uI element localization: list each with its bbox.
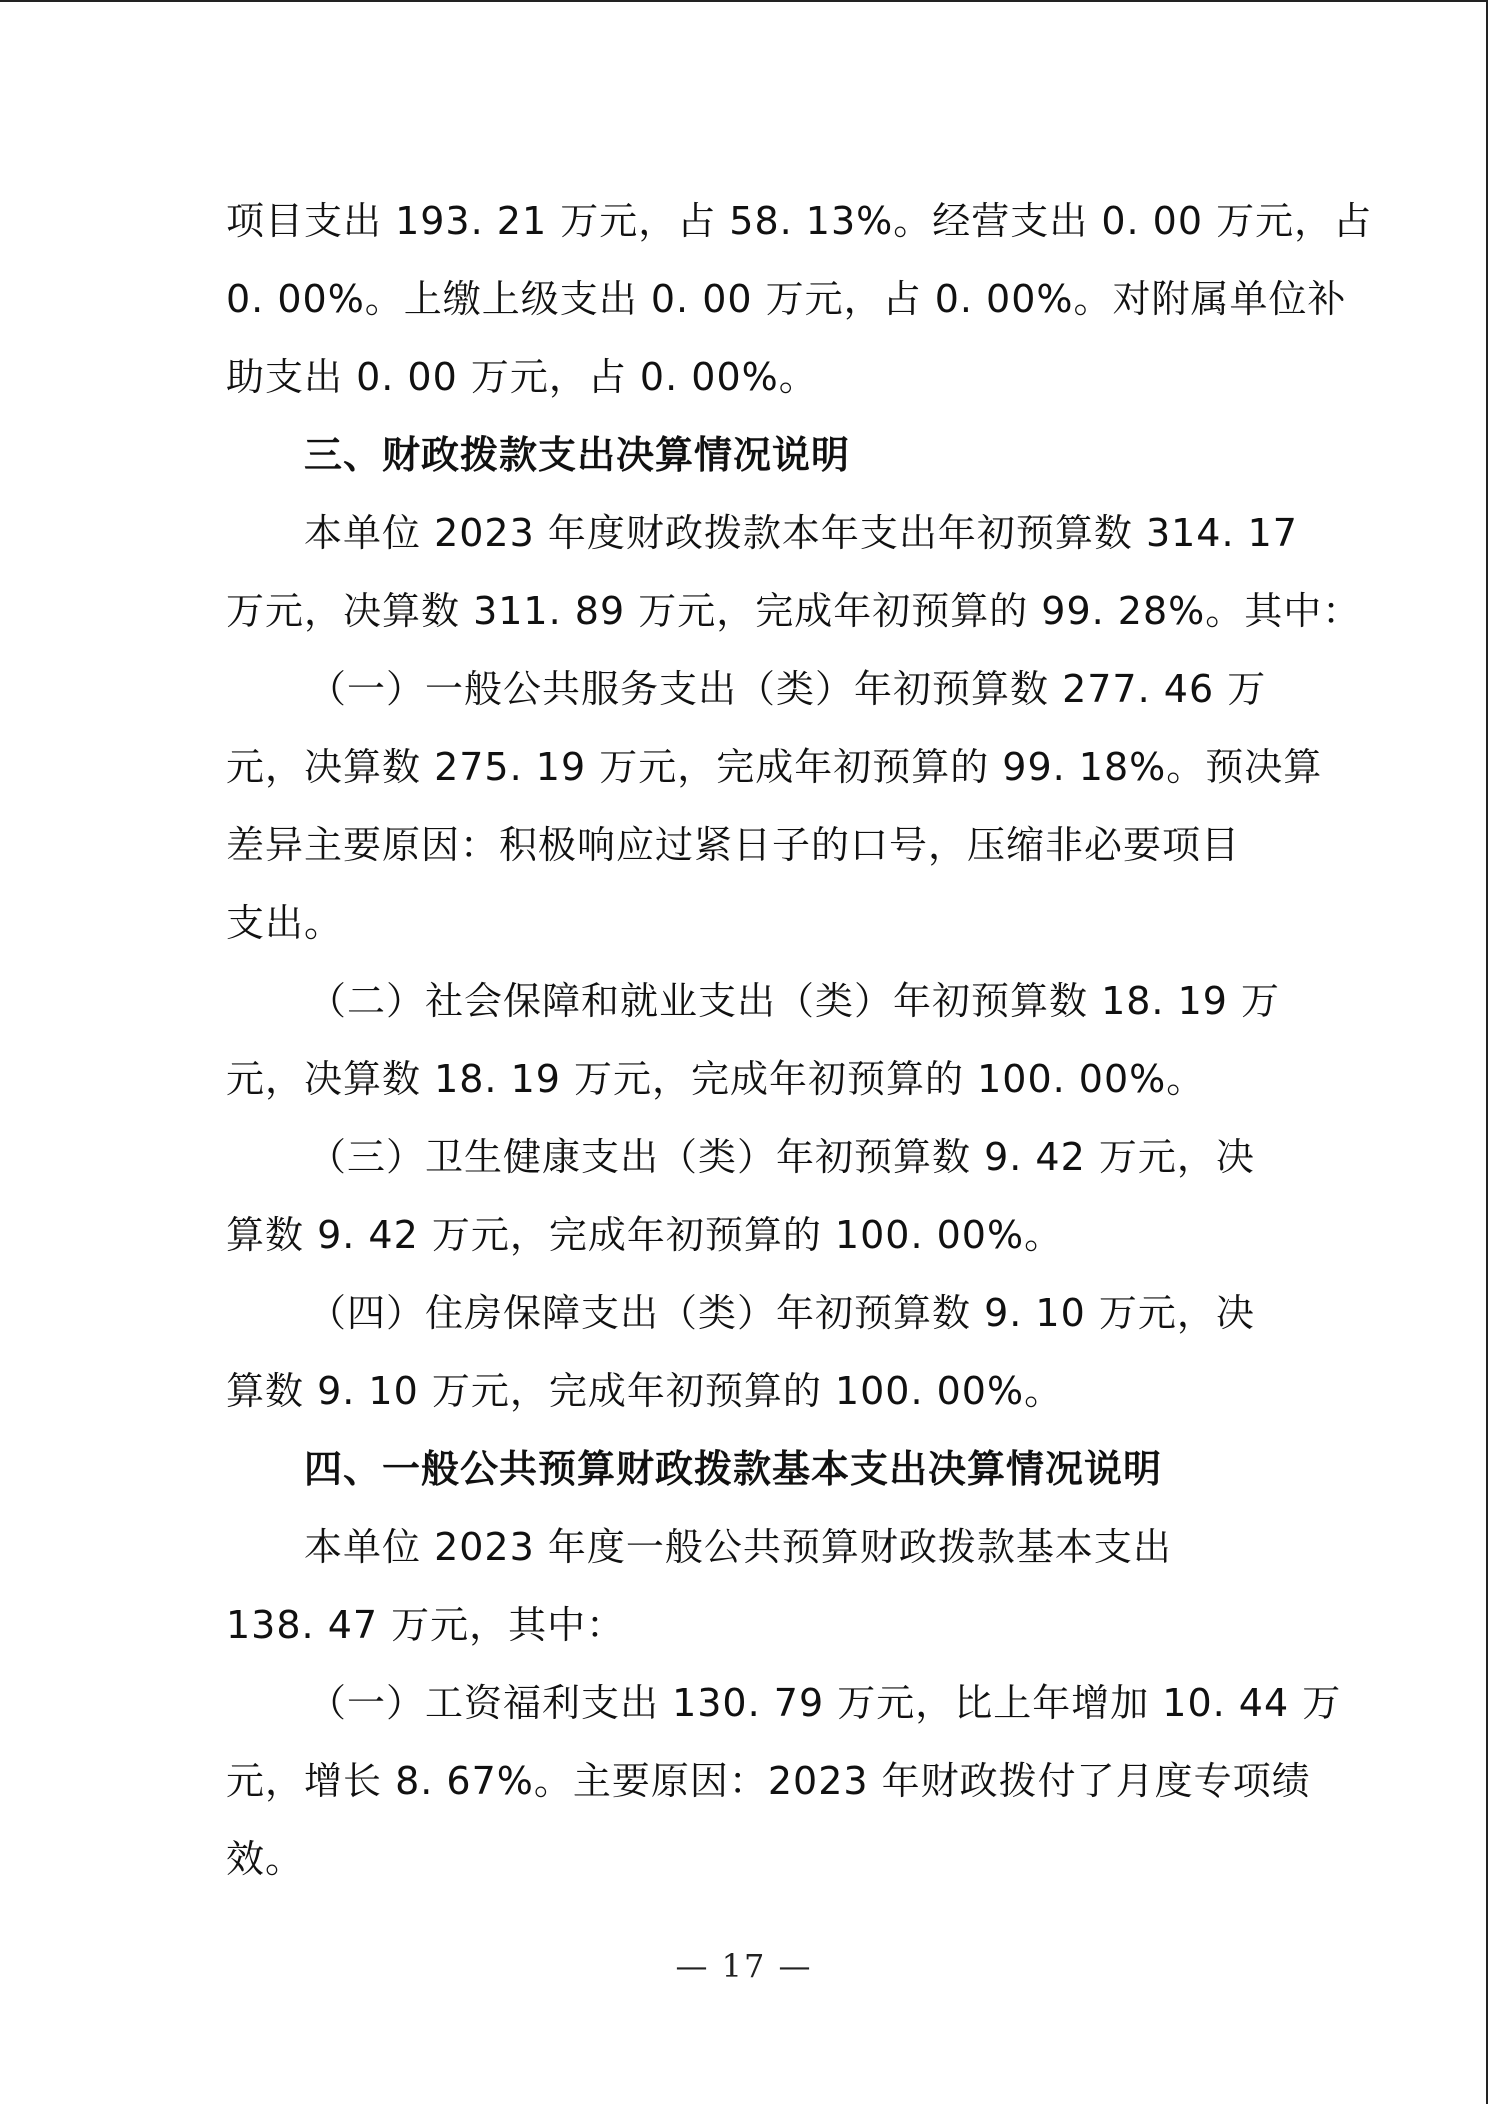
paragraph-line: 元，增长 8. 67%。主要原因：2023 年财政拨付了月度专项绩: [226, 1759, 1311, 1803]
paragraph-line: 138. 47 万元，其中：: [226, 1603, 626, 1647]
paragraph-line: 算数 9. 42 万元，完成年初预算的 100. 00%。: [226, 1213, 1064, 1257]
paragraph-line: 支出。: [226, 901, 344, 945]
paragraph-line: 算数 9. 10 万元，完成年初预算的 100. 00%。: [226, 1369, 1064, 1413]
subsection-line: （三）卫生健康支出（类）年初预算数 9. 42 万元，决: [308, 1135, 1255, 1179]
paragraph-line: 效。: [226, 1837, 305, 1881]
subsection-line: （四）住房保障支出（类）年初预算数 9. 10 万元，决: [308, 1291, 1255, 1335]
paragraph-line: 0. 00%。上缴上级支出 0. 00 万元，占 0. 00%。对附属单位补: [226, 277, 1347, 321]
paragraph-line: 本单位 2023 年度财政拨款本年支出年初预算数 314. 17: [304, 511, 1298, 555]
section-heading-3: 三、财政拨款支出决算情况说明: [304, 433, 851, 477]
paragraph-line: 元，决算数 18. 19 万元，完成年初预算的 100. 00%。: [226, 1057, 1206, 1101]
subsection-line: （一）工资福利支出 130. 79 万元，比上年增加 10. 44 万: [308, 1681, 1342, 1725]
section-heading-4: 四、一般公共预算财政拨款基本支出决算情况说明: [304, 1447, 1163, 1491]
paragraph-line: 项目支出 193. 21 万元，占 58. 13%。经营支出 0. 00 万元，占: [226, 199, 1373, 243]
paragraph-line: 元，决算数 275. 19 万元，完成年初预算的 99. 18%。预决算: [226, 745, 1323, 789]
paragraph-line: 万元，决算数 311. 89 万元，完成年初预算的 99. 28%。其中：: [226, 589, 1362, 633]
paragraph-line: 差异主要原因：积极响应过紧日子的口号，压缩非必要项目: [226, 823, 1241, 867]
subsection-line: （一）一般公共服务支出（类）年初预算数 277. 46 万: [308, 667, 1267, 711]
page-number: — 17 —: [675, 1947, 813, 1985]
document-body: [226, 182, 1373, 1898]
paragraph-line: 助支出 0. 00 万元，占 0. 00%。: [226, 355, 818, 399]
subsection-line: （二）社会保障和就业支出（类）年初预算数 18. 19 万: [308, 979, 1281, 1023]
paragraph-line: 本单位 2023 年度一般公共预算财政拨款基本支出: [304, 1525, 1172, 1569]
